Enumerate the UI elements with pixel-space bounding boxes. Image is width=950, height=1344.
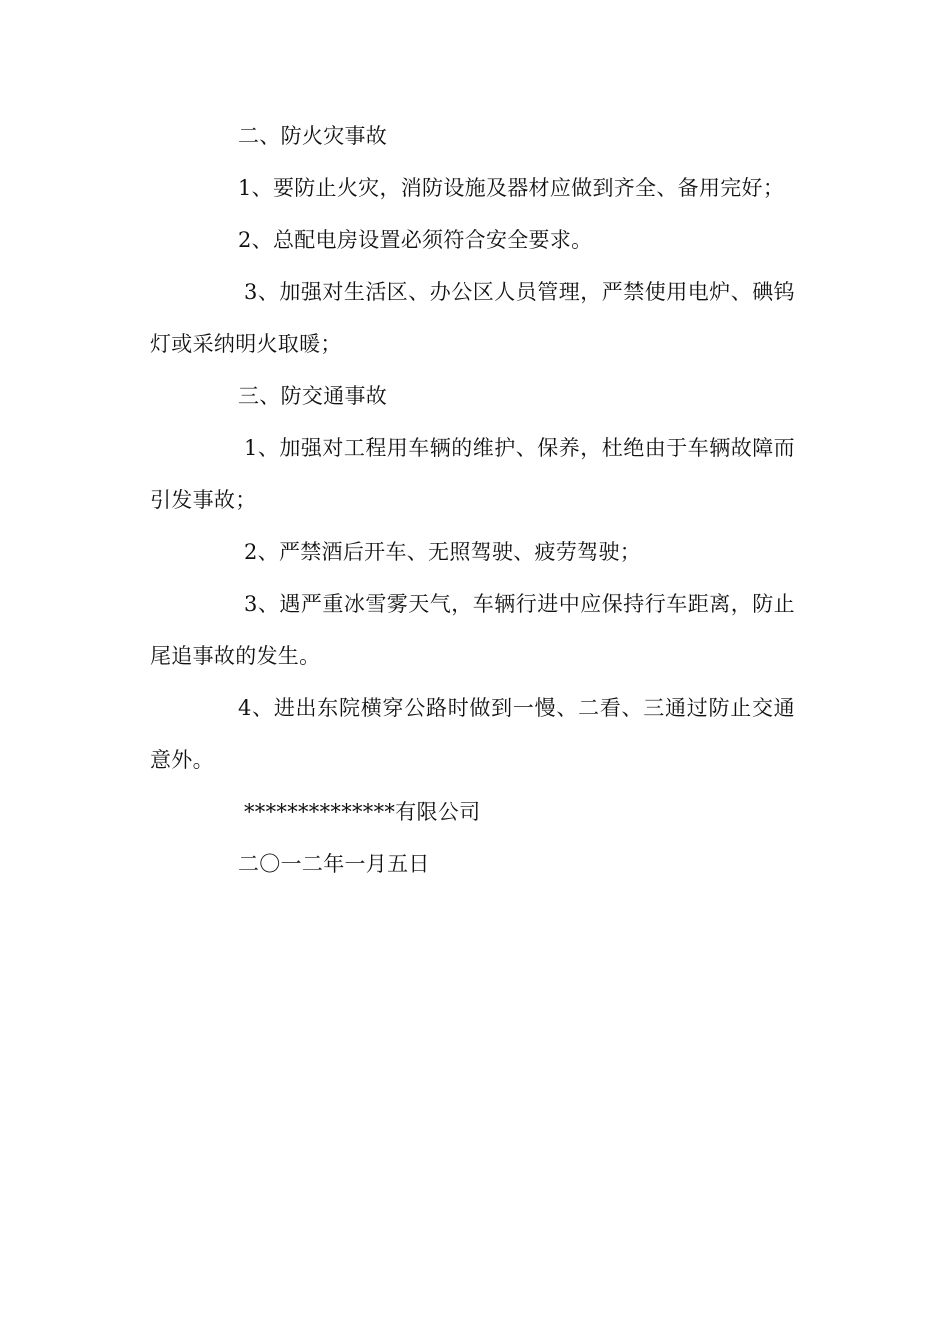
fire-item-2: 2、总配电房设置必须符合安全要求。 (238, 228, 593, 252)
section-heading-traffic: 三、防交通事故 (238, 384, 388, 408)
document-body (150, 110, 795, 890)
fire-item-1: 1、要防止火灾，消防设施及器材应做到齐全、备用完好； (238, 176, 785, 200)
fire-item-3: 3、加强对生活区、办公区人员管理，严禁使用电炉、碘钨灯或采纳明火取暖； (150, 280, 795, 356)
company-signature: **************有限公司 (244, 800, 481, 824)
document-date: 二〇一二年一月五日 (238, 852, 430, 876)
traffic-item-3: 3、遇严重冰雪雾天气，车辆行进中应保持行车距离，防止尾追事故的发生。 (150, 592, 795, 668)
traffic-item-1: 1、加强对工程用车辆的维护、保养，杜绝由于车辆故障而引发事故； (150, 436, 795, 512)
section-heading-fire: 二、防火灾事故 (238, 124, 388, 148)
traffic-item-2: 2、严禁酒后开车、无照驾驶、疲劳驾驶； (244, 540, 642, 564)
traffic-item-4: 4、进出东院横穿公路时做到一慢、二看、三通过防止交通意外。 (150, 696, 795, 772)
